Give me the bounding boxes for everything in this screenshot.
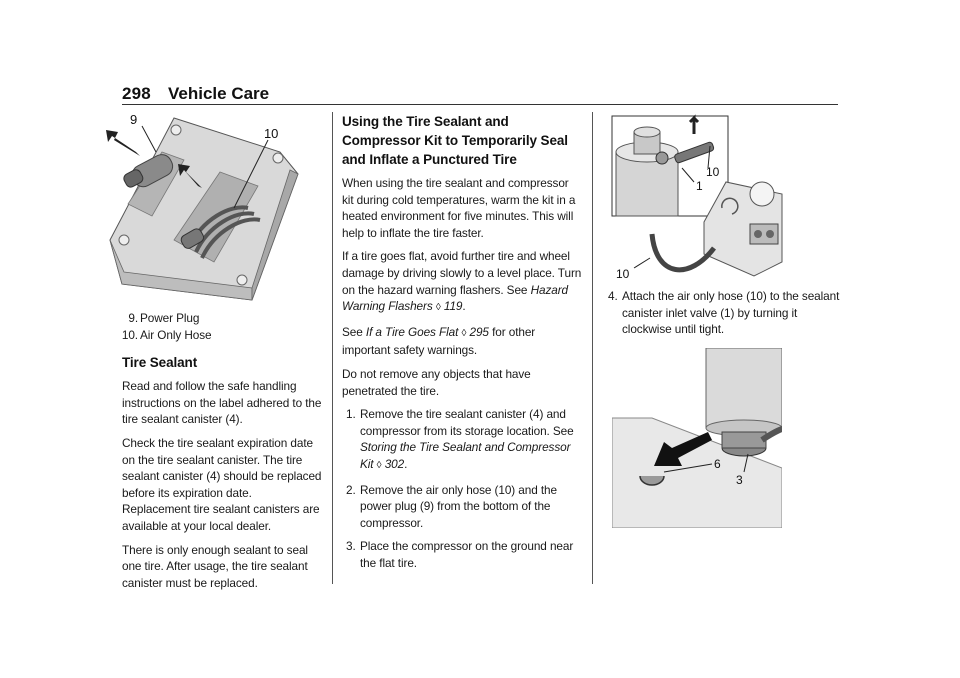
page-ref-number[interactable]: 302 [384,456,405,471]
paragraph: Check the tire sealant expiration date on the tire sealant canister. The tire sealant canister (4) should be replaced before its expiration date. Replacement tire sealant canisters are available at your local dealer. [122,435,322,533]
paragraph: There is only enough sealant to seal one tire. After usage, the tire sealant canister must be replaced. [122,542,308,590]
paragraph: See If a Tire Goes Flat ◊ 295 for other important safety warnings. [342,324,536,358]
column-divider [332,112,333,584]
paragraph: Read and follow the safe handling instructions on the label adhered to the tire sealant canister (4). [122,379,322,427]
callout-1: 1 [696,179,703,193]
callout-6: 6 [714,456,721,471]
paragraph: Do not remove any objects that have penetrated the tire. [342,366,531,398]
compressor-hose-illustration [604,112,784,282]
step-item: 1. Remove the tire sealant canister (4) and compressor from its storage location. See Storing the Tire Sealant and Compressor Kit ◊ 302. [346,407,574,471]
page-number: 298 [122,84,151,103]
paragraph: When using the tire sealant and compressor kit during cold temperatures, warm the kit in a heated environment for five minutes. This will help to inflate the tire faster. [342,176,576,240]
page-ref-number[interactable]: 119 [443,299,463,314]
column-divider [592,112,593,584]
page-ref-symbol: ◊ [461,327,467,339]
page-ref-symbol: ◊ [435,302,441,314]
page-ref-symbol: ◊ [376,459,382,471]
heading-tire-sealant: Tire Sealant [122,355,198,371]
callout-10: 10 [264,126,279,141]
cross-reference-link[interactable]: Hazard Warning Flashers [342,282,568,314]
step-item: 2. Remove the air only hose (10) and the power plug (9) from the bottom of the compressor. [346,482,557,530]
callout-10: 10 [706,165,720,179]
figure-caption-list [122,310,322,343]
right-column [604,112,840,528]
cross-reference-link[interactable]: If a Tire Goes Flat [365,324,459,339]
storage-tray-illustration [102,112,302,302]
cross-reference-link[interactable]: Storing the Tire Sealant and Compressor Kit [360,440,571,471]
paragraph: If a tire goes flat, avoid further tire and wheel damage by driving slowly to a level place. Turn on the hazard warning flashers. See Hazard Warning Flashers ◊ 119. [342,249,582,314]
callout-9: 9 [130,112,138,127]
heading-using-sealant-kit: Using the Tire Sealant and Compressor Kit to Temporarily Seal and Inflate a Punctured Tire [342,114,568,167]
callout-10: 10 [616,267,630,281]
left-column [122,112,322,598]
section-title: Vehicle Care [168,84,270,103]
caption-item: 9. Power Plug [128,311,200,325]
caption-item: 10. Air Only Hose [121,327,212,342]
canister-valve-illustration [612,348,782,528]
middle-column [342,112,582,578]
step-item: 4. Attach the air only hose (10) to the sealant canister inlet valve (1) by turning it clockwise until tight. [608,289,840,337]
step-item: 3. Place the compressor on the ground near the flat tire. [346,539,574,570]
page-ref-number[interactable]: 295 [469,324,489,339]
callout-3: 3 [736,472,743,487]
header-rule [122,104,838,105]
steps-list [342,406,582,571]
